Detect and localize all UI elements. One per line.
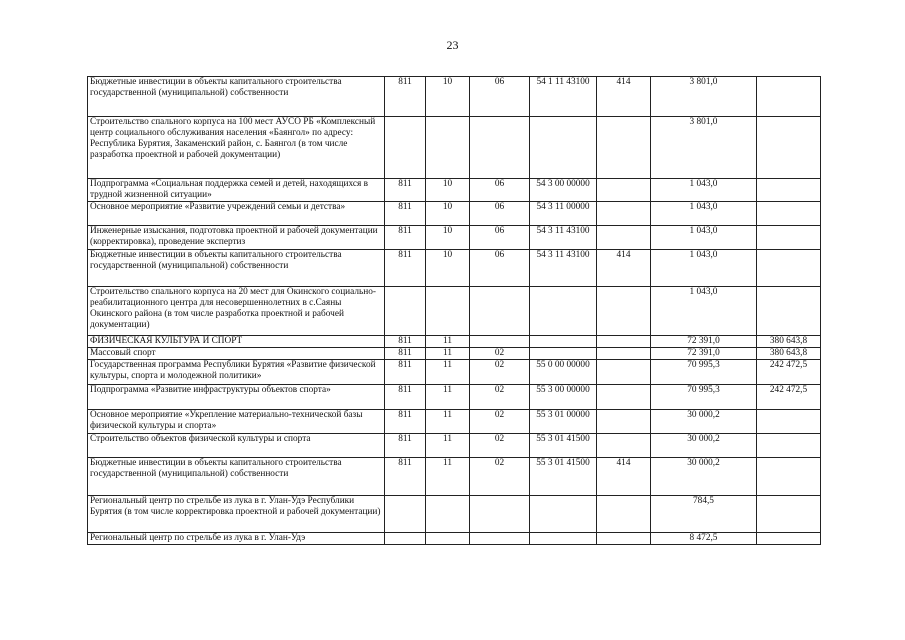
target-article-cell (530, 496, 597, 533)
amount-year2-cell (757, 533, 821, 545)
expense-type-cell (597, 287, 651, 336)
subsection-code-cell: 02 (470, 385, 530, 410)
expense-type-cell: 414 (597, 250, 651, 287)
target-article-cell: 55 0 00 00000 (530, 360, 597, 385)
subsection-code-cell: 02 (470, 348, 530, 360)
target-article-cell: 54 3 00 00000 (530, 179, 597, 202)
expense-type-cell (597, 336, 651, 348)
table-row (88, 336, 821, 348)
section-code-cell: 10 (426, 202, 470, 226)
section-code-cell (426, 496, 470, 533)
row-name-cell: Строительство спального корпуса на 100 мест АУСО РБ «Комплексный центр социального обслуживания населения «Баянгол» по адресу: Республика Бурятия, Закаменский район, с. Баянгол (в том числе разработка проектной и рабочей документации) (88, 117, 385, 179)
amount-year1-cell: 1 043,0 (651, 287, 757, 336)
amount-year1-cell: 1 043,0 (651, 202, 757, 226)
expense-type-cell (597, 533, 651, 545)
amount-year1-cell: 8 472,5 (651, 533, 757, 545)
expense-type-cell: 414 (597, 77, 651, 117)
amount-year2-cell (757, 458, 821, 496)
table-row (88, 226, 821, 250)
section-code-cell: 10 (426, 226, 470, 250)
subsection-code-cell: 02 (470, 410, 530, 434)
target-article-cell: 55 3 01 41500 (530, 434, 597, 458)
table-row (88, 179, 821, 202)
subsection-code-cell: 06 (470, 226, 530, 250)
expense-type-cell (597, 179, 651, 202)
expense-type-cell (597, 226, 651, 250)
page-number: 23 (446, 38, 459, 52)
amount-year1-cell: 30 000,2 (651, 434, 757, 458)
row-name-cell: Бюджетные инвестиции в объекты капитального строительства государственной (муниципальной) собственности (88, 77, 385, 117)
expense-type-cell (597, 360, 651, 385)
amount-year2-cell (757, 250, 821, 287)
section-code-cell (426, 117, 470, 179)
amount-year1-cell: 30 000,2 (651, 410, 757, 434)
section-code-cell (426, 287, 470, 336)
row-name-cell: Строительство спального корпуса на 20 мест для Окинского социально-реабилитационного центра для несовершеннолетних в с.Саяны Окинского района (в том числе разработка проектной и рабочей документации) (88, 287, 385, 336)
row-name-cell: Региональный центр по стрельбе из лука в г. Улан-Удэ Республики Бурятия (в том числе корректировка проектной и рабочей документации) (88, 496, 385, 533)
expense-type-cell (597, 496, 651, 533)
expense-type-cell (597, 385, 651, 410)
amount-year2-cell (757, 77, 821, 117)
ministry-code-cell: 811 (385, 179, 426, 202)
ministry-code-cell: 811 (385, 336, 426, 348)
row-name-cell: Массовый спорт (88, 348, 385, 360)
row-name-cell: Государственная программа Республики Бурятия «Развитие физической культуры, спорта и молодежной политики» (88, 360, 385, 385)
expense-type-cell (597, 348, 651, 360)
amount-year2-cell: 380 643,8 (757, 348, 821, 360)
row-name-cell: ФИЗИЧЕСКАЯ КУЛЬТУРА И СПОРТ (88, 336, 385, 348)
ministry-code-cell: 811 (385, 434, 426, 458)
amount-year2-cell (757, 434, 821, 458)
ministry-code-cell: 811 (385, 360, 426, 385)
table-row (88, 360, 821, 385)
section-code-cell: 11 (426, 410, 470, 434)
subsection-code-cell (470, 533, 530, 545)
amount-year2-cell (757, 496, 821, 533)
subsection-code-cell: 02 (470, 434, 530, 458)
amount-year1-cell: 72 391,0 (651, 336, 757, 348)
amount-year1-cell: 1 043,0 (651, 179, 757, 202)
table-row (88, 533, 821, 545)
row-name-cell: Строительство объектов физической культуры и спорта (88, 434, 385, 458)
amount-year2-cell: 242 472,5 (757, 360, 821, 385)
amount-year2-cell (757, 410, 821, 434)
target-article-cell (530, 533, 597, 545)
amount-year1-cell: 30 000,2 (651, 458, 757, 496)
table-row (88, 385, 821, 410)
ministry-code-cell: 811 (385, 348, 426, 360)
target-article-cell (530, 348, 597, 360)
table-row (88, 410, 821, 434)
amount-year1-cell: 72 391,0 (651, 348, 757, 360)
amount-year2-cell (757, 117, 821, 179)
table-row (88, 496, 821, 533)
subsection-code-cell: 06 (470, 179, 530, 202)
section-code-cell: 11 (426, 348, 470, 360)
subsection-code-cell (470, 287, 530, 336)
amount-year2-cell (757, 226, 821, 250)
subsection-code-cell (470, 336, 530, 348)
ministry-code-cell: 811 (385, 202, 426, 226)
target-article-cell: 54 1 11 43100 (530, 77, 597, 117)
expense-type-cell (597, 410, 651, 434)
row-name-cell: Подпрограмма «Развитие инфраструктуры объектов спорта» (88, 385, 385, 410)
row-name-cell: Региональный центр по стрельбе из лука в г. Улан-Удэ (88, 533, 385, 545)
expense-type-cell: 414 (597, 458, 651, 496)
amount-year1-cell: 784,5 (651, 496, 757, 533)
row-name-cell: Бюджетные инвестиции в объекты капитального строительства государственной (муниципальной) собственности (88, 250, 385, 287)
ministry-code-cell: 811 (385, 77, 426, 117)
amount-year1-cell: 70 995,3 (651, 385, 757, 410)
expense-type-cell (597, 202, 651, 226)
table-body (88, 77, 821, 545)
subsection-code-cell: 06 (470, 250, 530, 287)
ministry-code-cell (385, 496, 426, 533)
ministry-code-cell (385, 533, 426, 545)
amount-year2-cell: 380 643,8 (757, 336, 821, 348)
ministry-code-cell (385, 287, 426, 336)
section-code-cell: 10 (426, 250, 470, 287)
amount-year1-cell: 1 043,0 (651, 250, 757, 287)
expense-type-cell (597, 117, 651, 179)
ministry-code-cell: 811 (385, 458, 426, 496)
subsection-code-cell: 06 (470, 77, 530, 117)
section-code-cell: 11 (426, 360, 470, 385)
target-article-cell: 55 3 01 00000 (530, 410, 597, 434)
amount-year1-cell: 1 043,0 (651, 226, 757, 250)
amount-year1-cell: 3 801,0 (651, 77, 757, 117)
table-row (88, 77, 821, 117)
section-code-cell (426, 533, 470, 545)
table-row (88, 117, 821, 179)
section-code-cell: 11 (426, 458, 470, 496)
target-article-cell: 55 3 00 00000 (530, 385, 597, 410)
subsection-code-cell: 06 (470, 202, 530, 226)
table-row (88, 458, 821, 496)
target-article-cell: 54 3 11 43100 (530, 226, 597, 250)
ministry-code-cell (385, 117, 426, 179)
subsection-code-cell: 02 (470, 458, 530, 496)
table-row (88, 250, 821, 287)
section-code-cell: 11 (426, 336, 470, 348)
target-article-cell (530, 117, 597, 179)
table-row (88, 202, 821, 226)
subsection-code-cell: 02 (470, 360, 530, 385)
amount-year1-cell: 70 995,3 (651, 360, 757, 385)
amount-year2-cell (757, 179, 821, 202)
table-row (88, 434, 821, 458)
target-article-cell: 54 3 11 43100 (530, 250, 597, 287)
amount-year2-cell: 242 472,5 (757, 385, 821, 410)
row-name-cell: Подпрограмма «Социальная поддержка семей и детей, находящихся в трудной жизненной ситуации» (88, 179, 385, 202)
expense-type-cell (597, 434, 651, 458)
section-code-cell: 11 (426, 385, 470, 410)
target-article-cell (530, 336, 597, 348)
target-article-cell: 54 3 11 00000 (530, 202, 597, 226)
amount-year1-cell: 3 801,0 (651, 117, 757, 179)
subsection-code-cell (470, 496, 530, 533)
table-row (88, 287, 821, 336)
ministry-code-cell: 811 (385, 250, 426, 287)
table-row (88, 348, 821, 360)
row-name-cell: Основное мероприятие «Укрепление материально-технической базы физической культуры и спорта» (88, 410, 385, 434)
amount-year2-cell (757, 287, 821, 336)
row-name-cell: Инженерные изыскания, подготовка проектной и рабочей документации (корректировка), проведение экспертиз (88, 226, 385, 250)
subsection-code-cell (470, 117, 530, 179)
ministry-code-cell: 811 (385, 226, 426, 250)
ministry-code-cell: 811 (385, 410, 426, 434)
amount-year2-cell (757, 202, 821, 226)
row-name-cell: Бюджетные инвестиции в объекты капитального строительства государственной (муниципальной) собственности (88, 458, 385, 496)
section-code-cell: 10 (426, 77, 470, 117)
section-code-cell: 10 (426, 179, 470, 202)
target-article-cell: 55 3 01 41500 (530, 458, 597, 496)
ministry-code-cell: 811 (385, 385, 426, 410)
row-name-cell: Основное мероприятие «Развитие учреждений семьи и детства» (88, 202, 385, 226)
section-code-cell: 11 (426, 434, 470, 458)
budget-table (87, 76, 821, 545)
target-article-cell (530, 287, 597, 336)
